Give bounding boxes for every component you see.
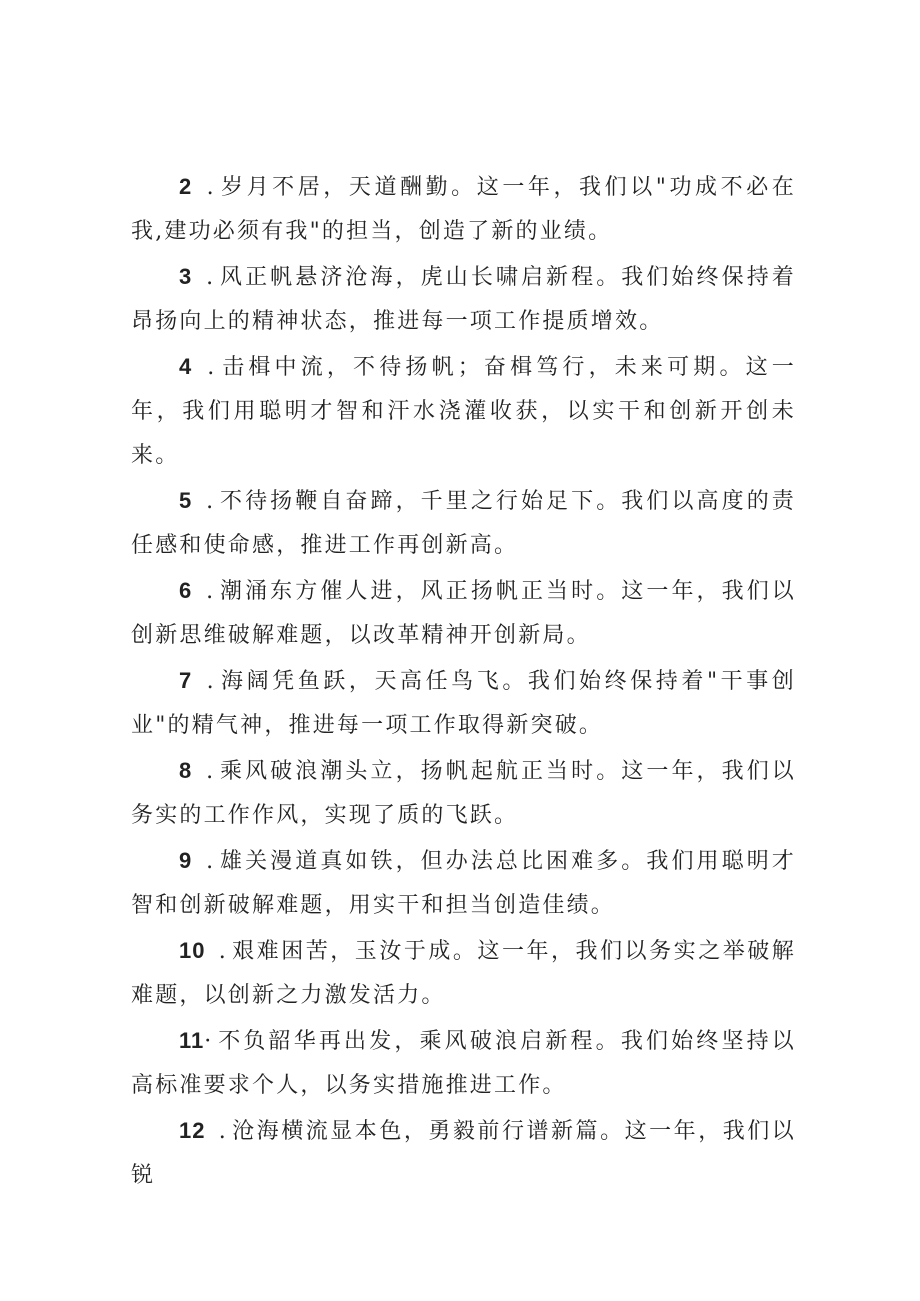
- paragraph-3: [131, 255, 796, 344]
- paragraph-text: 岁月不居，天道酬勤。这一年，我们以"功成不必在我,建功必须有我"的担当，创造了新的业绩。: [131, 175, 796, 244]
- item-number: 5: [179, 488, 193, 513]
- item-number: 10: [179, 938, 206, 963]
- document-body: [131, 165, 796, 1199]
- item-number: 4: [179, 354, 193, 379]
- paragraph-4: [131, 345, 796, 478]
- paragraph-text: 沧海横流显本色，勇毅前行谱新篇。这一年，我们以锐: [131, 1119, 796, 1188]
- paragraph-6: [131, 569, 796, 658]
- item-number: 8: [179, 758, 193, 783]
- item-separator: .: [192, 579, 220, 604]
- paragraph-text: 击楫中流，不待扬帆；奋楫笃行，未来可期。这一年，我们用聪明才智和汗水浇灌收获，以实干和创新开创未来。: [131, 355, 796, 468]
- item-separator: .: [192, 175, 220, 200]
- item-separator: .: [205, 1119, 232, 1144]
- paragraph-text: 雄关漫道真如铁，但办法总比困难多。我们用聪明才智和创新破解难题，用实干和担当创造佳绩。: [131, 849, 796, 918]
- paragraph-10: [131, 929, 796, 1018]
- item-separator: .: [192, 669, 220, 694]
- item-separator: ·: [204, 1029, 218, 1054]
- item-number: 6: [179, 578, 193, 603]
- item-number: 3: [179, 264, 193, 289]
- paragraph-8: [131, 749, 796, 838]
- paragraph-11: [131, 1019, 796, 1108]
- paragraph-text: 不待扬鞭自奋蹄，千里之行始足下。我们以高度的责任感和使命感，推进工作再创新高。: [131, 489, 796, 558]
- item-number: 2: [179, 174, 193, 199]
- paragraph-text: 海阔凭鱼跃，天高任鸟飞。我们始终保持着"干事创业"的精气神，推进每一项工作取得新突破。: [131, 669, 796, 738]
- item-number: 9: [179, 848, 193, 873]
- item-number: 11: [179, 1028, 205, 1053]
- paragraph-7: [131, 659, 796, 748]
- paragraph-text: 乘风破浪潮头立，扬帆起航正当时。这一年，我们以务实的工作作风，实现了质的飞跃。: [131, 759, 796, 828]
- item-number: 7: [179, 668, 193, 693]
- item-separator: .: [192, 849, 220, 874]
- paragraph-text: 潮涌东方催人进，风正扬帆正当时。这一年，我们以创新思维破解难题，以改革精神开创新局。: [131, 579, 796, 648]
- paragraph-text: 风正帆悬济沧海，虎山长啸启新程。我们始终保持着昂扬向上的精神状态，推进每一项工作提质增效。: [131, 265, 796, 334]
- item-separator: .: [192, 265, 220, 290]
- item-number: 12: [179, 1118, 206, 1143]
- paragraph-12: [131, 1109, 796, 1198]
- paragraph-5: [131, 479, 796, 568]
- item-separator: .: [192, 489, 220, 514]
- item-separator: .: [192, 355, 221, 380]
- item-separator: .: [192, 759, 220, 784]
- paragraph-text: 艰难困苦，玉汝于成。这一年，我们以务实之举破解难题，以创新之力激发活力。: [131, 939, 796, 1008]
- item-separator: .: [205, 939, 232, 964]
- paragraph-2: [131, 165, 796, 254]
- paragraph-text: 不负韶华再出发，乘风破浪启新程。我们始终坚持以高标准要求个人，以务实措施推进工作。: [131, 1029, 796, 1098]
- paragraph-9: [131, 839, 796, 928]
